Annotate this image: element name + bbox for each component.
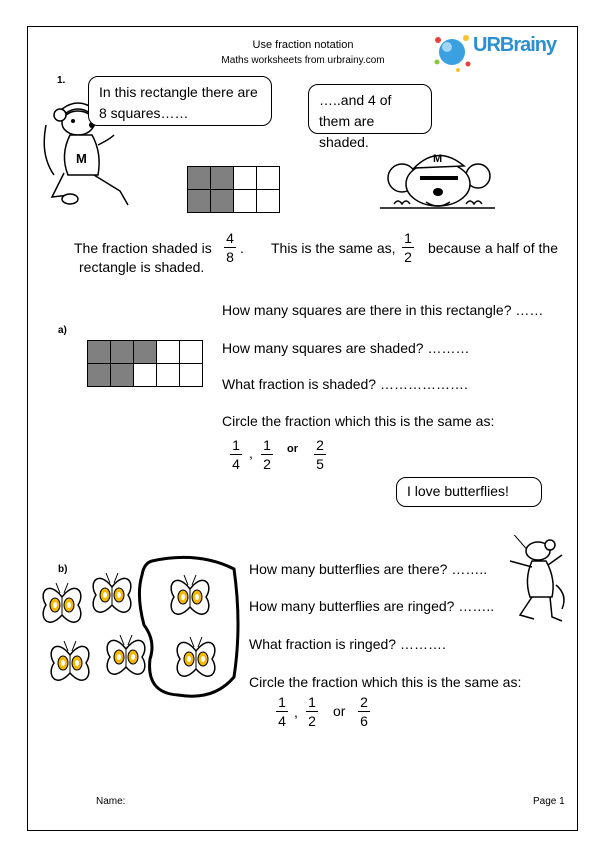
fraction-denominator: 6 bbox=[360, 713, 368, 729]
page-title: Use fraction notation bbox=[252, 39, 354, 51]
fraction-denominator: 4 bbox=[232, 456, 240, 472]
fraction-1-2 bbox=[402, 230, 414, 265]
fraction-shaded-text: The fraction shaded is bbox=[74, 240, 212, 256]
grid-square bbox=[180, 341, 203, 364]
fraction-bar bbox=[276, 711, 288, 712]
fraction-bar bbox=[230, 454, 242, 455]
question-a2: How many squares are shaded? ……… bbox=[222, 340, 470, 356]
fraction-numerator: 2 bbox=[360, 694, 368, 710]
question-a1: How many squares are there in this rectangle? …… bbox=[222, 302, 544, 318]
mouse-character-right bbox=[380, 140, 495, 225]
speech-bubble-butterflies: I love butterflies! bbox=[396, 477, 542, 507]
fraction-denominator: 2 bbox=[263, 456, 271, 472]
fraction-denominator: 5 bbox=[316, 456, 324, 472]
page-number: Page 1 bbox=[533, 796, 565, 807]
grid-square-shaded bbox=[188, 190, 211, 213]
question-b4: Circle the fraction which this is the same as: bbox=[249, 674, 522, 690]
butterfly-ringed bbox=[177, 637, 215, 676]
section-a-label: a) bbox=[58, 325, 67, 336]
butterfly bbox=[107, 635, 145, 674]
grid-square bbox=[157, 341, 180, 364]
urbrainy-logo bbox=[430, 30, 557, 80]
fraction-denominator: 2 bbox=[404, 249, 412, 265]
question-b2: How many butterflies are ringed? …….. bbox=[249, 598, 495, 614]
grid-square-shaded bbox=[134, 341, 157, 364]
fraction-numerator: 1 bbox=[278, 694, 286, 710]
fraction-numerator: 1 bbox=[404, 230, 412, 246]
fraction-option-2-5[interactable] bbox=[314, 437, 326, 472]
speech-bubble-right: …..and 4 of them are shaded. bbox=[308, 84, 432, 134]
grid-square-shaded bbox=[88, 364, 111, 387]
butterfly bbox=[43, 583, 81, 622]
fraction-option-1-2[interactable] bbox=[261, 437, 273, 472]
rectangle-shaded-text: rectangle is shaded. bbox=[79, 259, 205, 275]
fraction-option-1-2[interactable] bbox=[306, 694, 318, 729]
fraction-separator: , bbox=[249, 445, 253, 461]
fraction-option-2-6[interactable] bbox=[358, 694, 370, 729]
fraction-bar bbox=[261, 454, 273, 455]
grid-square-shaded bbox=[88, 341, 111, 364]
fraction-numerator: 2 bbox=[316, 437, 324, 453]
grid-square bbox=[257, 167, 280, 190]
fraction-period: . bbox=[240, 240, 244, 256]
name-label: Name: bbox=[96, 796, 126, 807]
question-b1: How many butterflies are there? …….. bbox=[249, 561, 488, 577]
question-rectangle-grid bbox=[87, 340, 203, 387]
question-a3: What fraction is shaded? ………………. bbox=[222, 376, 468, 392]
grid-square-shaded bbox=[111, 364, 134, 387]
butterfly bbox=[51, 641, 89, 680]
section-b-label: b) bbox=[58, 564, 68, 575]
page-subtitle: Maths worksheets from urbrainy.com bbox=[221, 55, 385, 66]
grid-square bbox=[134, 364, 157, 387]
fraction-bar bbox=[358, 711, 370, 712]
fraction-bar bbox=[402, 247, 414, 248]
fraction-numerator: 1 bbox=[308, 694, 316, 710]
example-rectangle-grid bbox=[187, 166, 280, 213]
or-label: or bbox=[333, 703, 346, 719]
mouse-character-butterflies bbox=[500, 535, 570, 635]
question-b3: What fraction is ringed? ………. bbox=[249, 636, 446, 652]
grid-square-shaded bbox=[111, 341, 134, 364]
speech-bubble-left: In this rectangle there are 8 squares…… bbox=[88, 76, 272, 126]
grid-square-shaded bbox=[211, 190, 234, 213]
logo-text: URBrainy bbox=[473, 34, 557, 56]
or-label: or bbox=[287, 443, 298, 455]
butterfly bbox=[93, 573, 131, 612]
fraction-separator: , bbox=[294, 704, 298, 720]
mouse-cap-letter-right: M bbox=[433, 153, 443, 165]
question-number: 1. bbox=[57, 75, 66, 86]
grid-square bbox=[234, 167, 257, 190]
grid-square bbox=[257, 190, 280, 213]
grid-square-shaded bbox=[211, 167, 234, 190]
mouse-cap-letter: M bbox=[76, 151, 87, 166]
fraction-4-8 bbox=[224, 230, 236, 265]
grid-square bbox=[180, 364, 203, 387]
fraction-bar bbox=[224, 247, 236, 248]
fraction-option-1-4[interactable] bbox=[230, 437, 242, 472]
fraction-denominator: 8 bbox=[226, 249, 234, 265]
question-a4: Circle the fraction which this is the same as: bbox=[222, 413, 495, 429]
fraction-numerator: 1 bbox=[232, 437, 240, 453]
fraction-numerator: 1 bbox=[263, 437, 271, 453]
grid-square bbox=[234, 190, 257, 213]
butterflies-illustration bbox=[38, 555, 240, 708]
grid-square bbox=[157, 364, 180, 387]
fraction-bar bbox=[306, 711, 318, 712]
grid-square-shaded bbox=[188, 167, 211, 190]
same-as-text: This is the same as, bbox=[271, 240, 396, 256]
fraction-option-1-4[interactable] bbox=[276, 694, 288, 729]
fraction-bar bbox=[314, 454, 326, 455]
fraction-denominator: 4 bbox=[278, 713, 286, 729]
fraction-numerator: 4 bbox=[226, 230, 234, 246]
butterfly-ringed bbox=[171, 575, 209, 614]
because-text: because a half of the bbox=[428, 240, 558, 256]
fraction-denominator: 2 bbox=[308, 713, 316, 729]
